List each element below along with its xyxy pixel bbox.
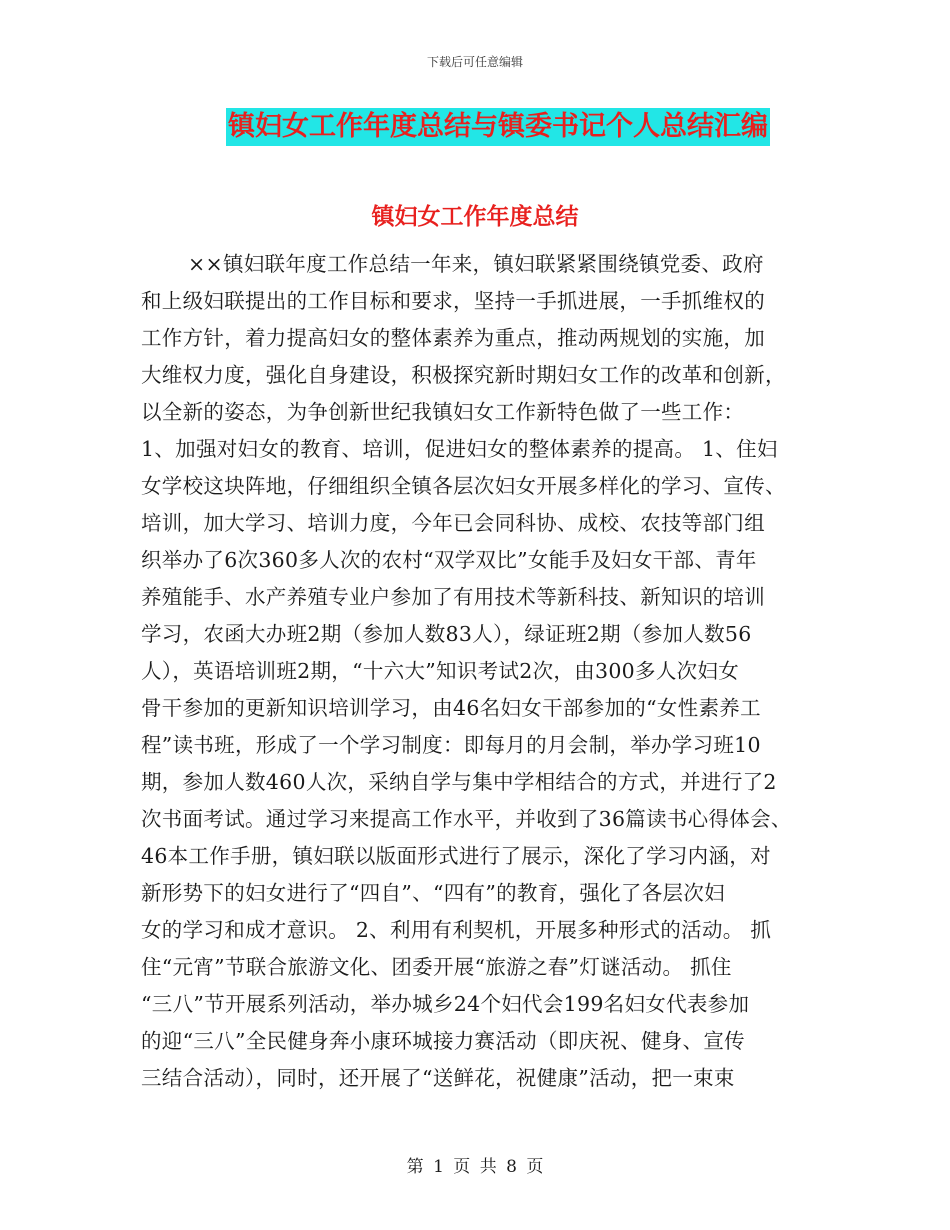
body-line: 以全新的姿态，为争创新世纪我镇妇女工作新特色做了一些工作：	[141, 400, 745, 424]
body-line: 织举办了6次360多人次的农村“双学双比”女能手及妇女干部、青年	[141, 548, 757, 572]
body-line: 的迎“三八”全民健身奔小康环城接力赛活动（即庆祝、健身、宣传	[141, 1029, 745, 1053]
body-text	[141, 246, 831, 1097]
main-title: 镇妇女工作年度总结与镇委书记个人总结汇编	[226, 108, 770, 146]
body-line: 养殖能手、水产养殖专业户参加了有用技术等新科技、新知识的培训	[141, 585, 765, 609]
body-line: 学习，农函大办班2期（参加人数83人），绿证班2期（参加人数56	[141, 622, 752, 646]
body-line: 和上级妇联提出的工作目标和要求，坚持一手抓进展，一手抓维权的	[141, 289, 765, 313]
header-note: 下载后可任意编辑	[426, 55, 523, 69]
page-footer: 第 1 页 共 8 页	[406, 1157, 544, 1177]
body-line: 1、加强对妇女的教育、培训，促进妇女的整体素养的提高。 1、住妇	[141, 437, 778, 461]
body-line: 三结合活动），同时，还开展了“送鲜花，祝健康”活动，把一束束	[141, 1066, 735, 1090]
body-line: 人），英语培训班2期，“十六大”知识考试2次，由300多人次妇女	[141, 659, 740, 683]
body-line: 骨干参加的更新知识培训学习，由46名妇女干部参加的“女性素养工	[141, 696, 761, 720]
body-line: 工作方针，着力提高妇女的整体素养为重点，推动两规划的实施，加	[141, 326, 765, 350]
body-line: 大维权力度，强化自身建设，积极探究新时期妇女工作的改革和创新，	[141, 363, 786, 387]
body-line: 女学校这块阵地，仔细组织全镇各层次妇女开展多样化的学习、宣传、	[141, 474, 786, 498]
body-line: 新形势下的妇女进行了“四自”、“四有”的教育，强化了各层次妇	[141, 881, 725, 905]
body-line: 46本工作手册，镇妇联以版面形式进行了展示，深化了学习内涵，对	[141, 844, 771, 868]
body-line: 程”读书班，形成了一个学习制度：即每月的月会制，举办学习班10	[141, 733, 761, 757]
body-line: 次书面考试。通过学习来提高工作水平，并收到了36篇读书心得体会、	[141, 807, 792, 831]
body-line: ××镇妇联年度工作总结一年来，镇妇联紧紧围绕镇党委、政府	[188, 252, 764, 276]
body-line: 住“元宵”节联合旅游文化、团委开展“旅游之春”灯谜活动。 抓住	[141, 955, 732, 979]
body-line: 女的学习和成才意识。 2、利用有利契机，开展多种形式的活动。 抓	[141, 918, 772, 942]
body-line: 培训，加大学习、培训力度，今年已会同科协、成校、农技等部门组	[141, 511, 765, 535]
body-line: 期，参加人数460人次，采纳自学与集中学相结合的方式，并进行了2	[141, 770, 777, 794]
section-title: 镇妇女工作年度总结	[371, 204, 579, 230]
main-title-container	[0, 108, 950, 146]
body-line: “三八”节开展系列活动，举办城乡24个妇代会199名妇女代表参加	[141, 992, 750, 1016]
